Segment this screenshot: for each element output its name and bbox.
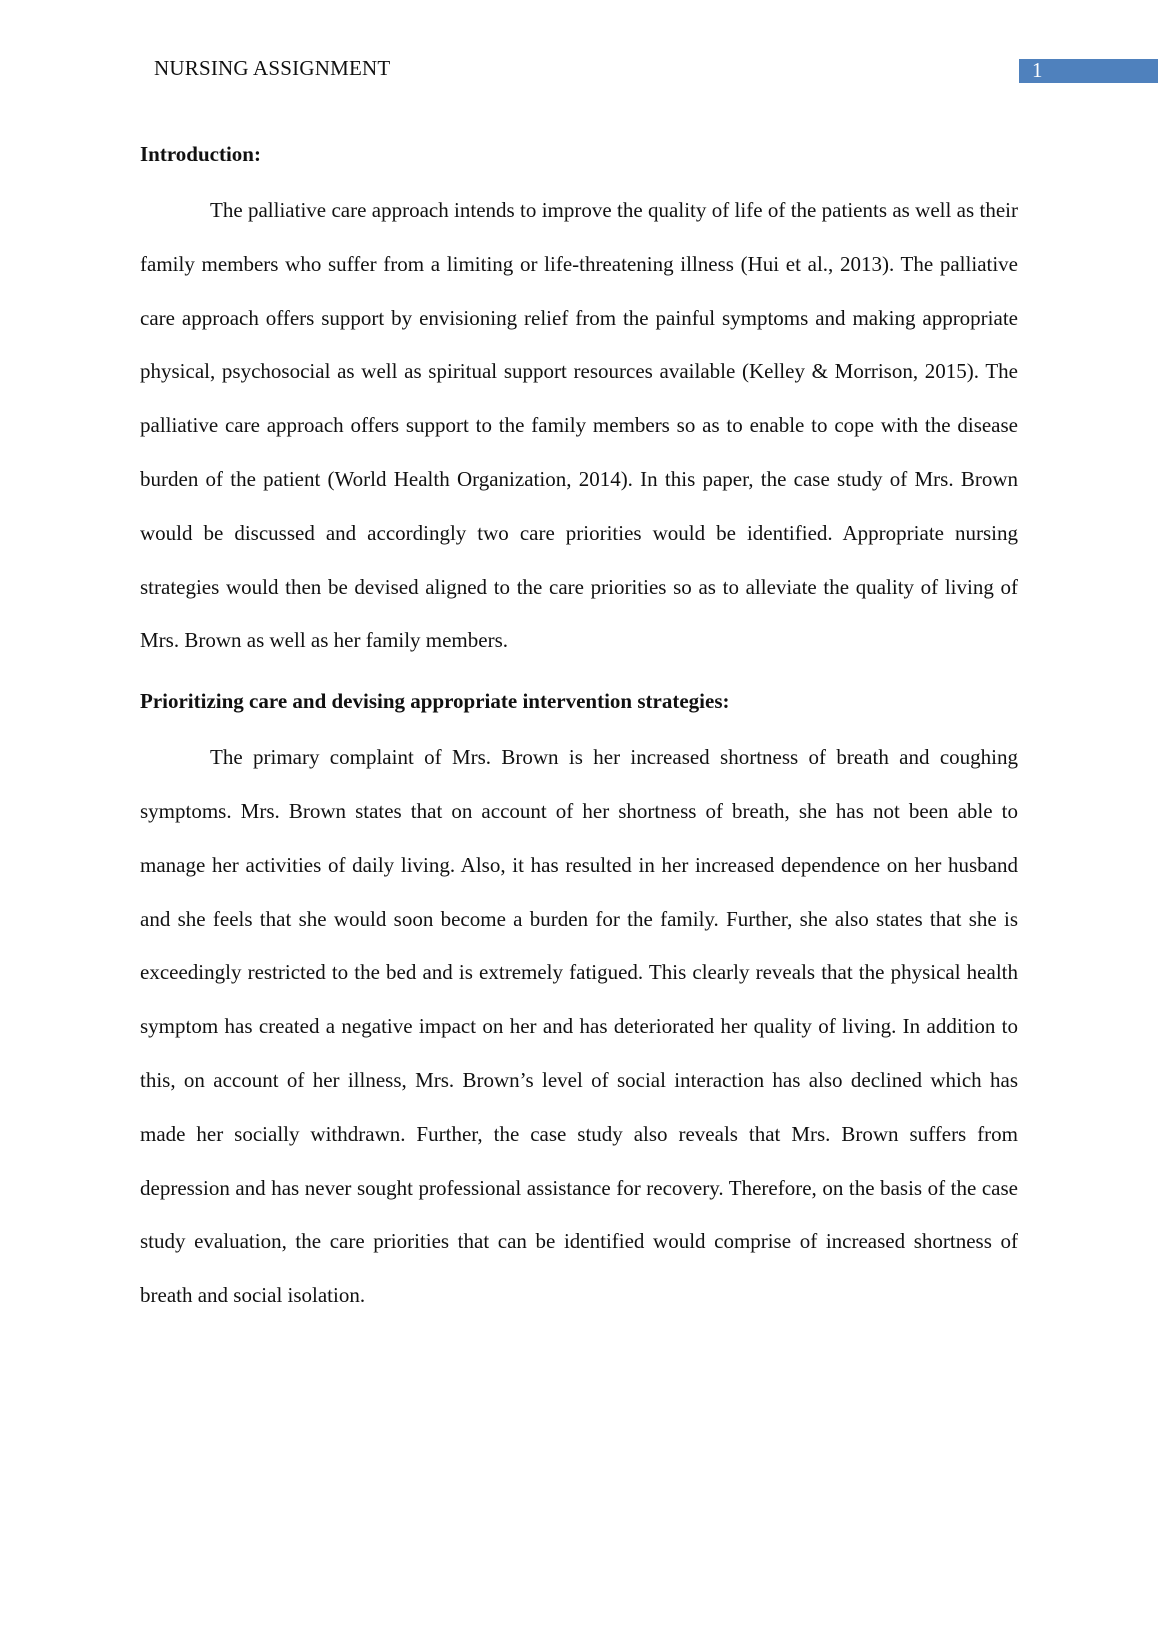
page-number: 1: [1032, 58, 1043, 82]
section-heading-prioritizing-care: Prioritizing care and devising appropriate intervention strategies:: [140, 689, 730, 714]
paragraph-introduction: The palliative care approach intends to improve the quality of life of the patients as well as their family members who suffer from a limiting or life-threatening illness (Hui et al., 2013). The palliative care approach offers support by envisioning relief from the painful symptoms and making appropriate physical, psychosocial as well as spiritual support resources available (Kelley & Morrison, 2015). The palliative care approach offers support to the family members so as to enable to cope with the disease burden of the patient (World Health Organization, 2014). In this paper, the case study of Mrs. Brown would be discussed and accordingly two care priorities would be identified. Appropriate nursing strategies would then be devised aligned to the care priorities so as to alleviate the quality of living of Mrs. Brown as well as her family members.: [140, 198, 1018, 653]
running-head: NURSING ASSIGNMENT: [154, 56, 391, 80]
paragraph-prioritizing-care: The primary complaint of Mrs. Brown is her increased shortness of breath and coughing symptoms. Mrs. Brown states that on account of her shortness of breath, she has not been able to manage her activities of daily living. Also, it has resulted in her increased dependence on her husband and she feels that she would soon become a burden for the family. Further, she also states that she is exceedingly restricted to the bed and is extremely fatigued. This clearly reveals that the physical health symptom has created a negative impact on her and has deteriorated her quality of living. In addition to this, on account of her illness, Mrs. Brown’s level of social interaction has also declined which has made her socially withdrawn. Further, the case study also reveals that Mrs. Brown suffers from depression and has never sought professional assistance for recovery. Therefore, on the basis of the case study evaluation, the care priorities that can be identified would comprise of increased shortness of breath and social isolation.: [140, 745, 1018, 1308]
document-body: [140, 135, 1018, 1323]
section-heading-introduction: Introduction:: [140, 142, 261, 166]
